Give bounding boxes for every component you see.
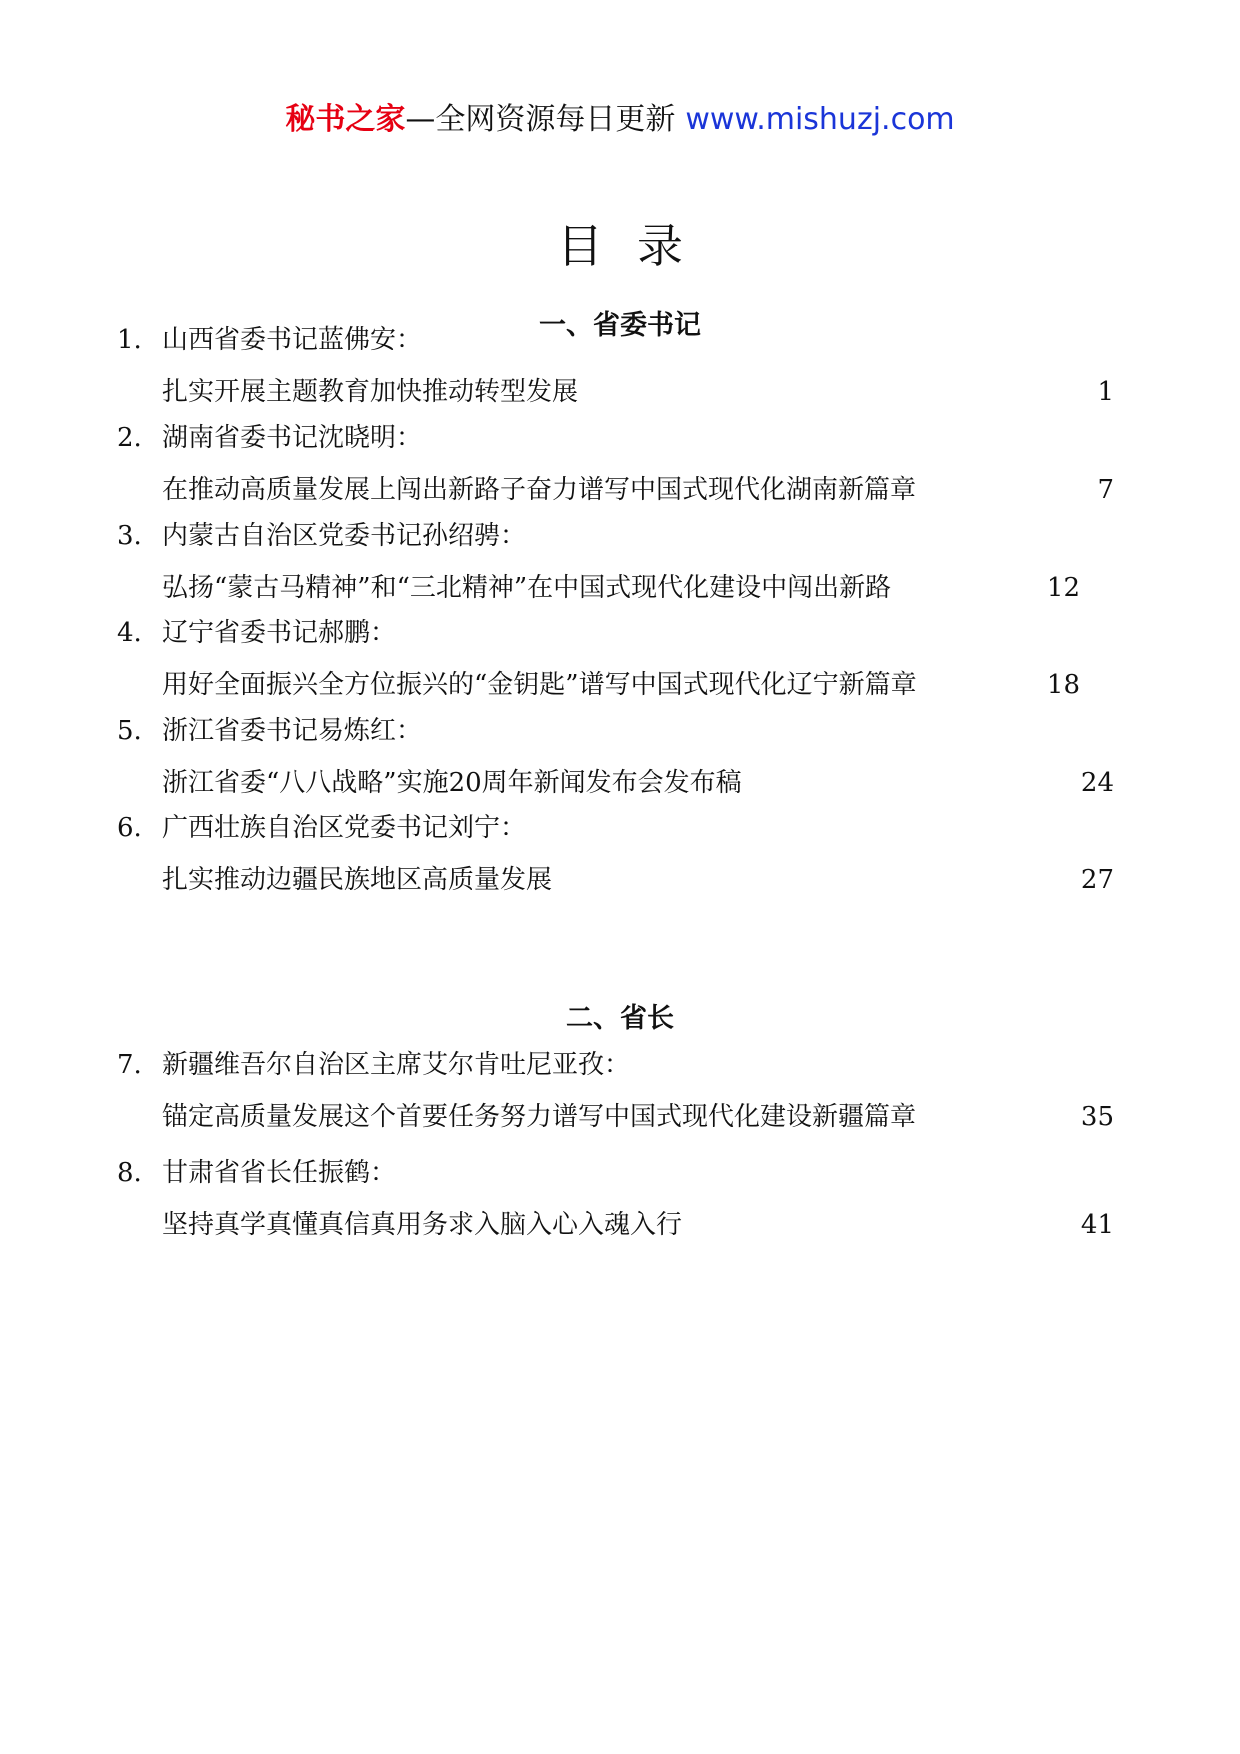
entry-page-number: 7 [1097, 475, 1114, 505]
entry-author: 新疆维吾尔自治区主席艾尔肯吐尼亚孜： [162, 1050, 631, 1080]
entry-page-number: 35 [1080, 1102, 1114, 1132]
entry-title[interactable]: 用好全面振兴全方位振兴的“金钥匙”谱写中国式现代化辽宁新篇章 [162, 670, 917, 700]
header-slogan: —全网资源每日更新 [405, 102, 676, 137]
entry-number: 8. [117, 1158, 142, 1188]
entry-author: 山西省委书记蓝佛安： [162, 325, 423, 355]
document-title: 目录 [557, 219, 717, 273]
entry-title[interactable]: 浙江省委“八八战略”实施20周年新闻发布会发布稿 [162, 768, 742, 798]
entry-page-number: 1 [1097, 377, 1114, 407]
entry-author: 广西壮族自治区党委书记刘宁： [162, 813, 527, 843]
entry-author: 甘肃省省长任振鹤： [162, 1158, 397, 1188]
entry-author: 辽宁省委书记郝鹏： [162, 618, 397, 648]
website-link[interactable]: www.mishuzj.com [685, 102, 955, 137]
entry-page-number: 12 [1046, 573, 1080, 603]
entry-page-number: 24 [1080, 768, 1114, 798]
entry-number: 5. [117, 716, 142, 746]
brand-name: 秘书之家 [285, 102, 406, 137]
entry-author: 内蒙古自治区党委书记孙绍骋： [162, 521, 527, 551]
entry-number: 1. [117, 325, 142, 355]
entry-title[interactable]: 扎实开展主题教育加快推动转型发展 [162, 377, 579, 407]
section-heading: 一、省委书记 [539, 310, 701, 341]
entry-author: 浙江省委书记易炼红： [162, 716, 423, 746]
page-header [0, 100, 1240, 140]
section-heading: 二、省长 [566, 1003, 674, 1034]
entry-title[interactable]: 坚持真学真懂真信真用务求入脑入心入魂入行 [162, 1210, 683, 1240]
entry-page-number: 18 [1046, 670, 1080, 700]
entry-page-number: 41 [1080, 1210, 1114, 1240]
entry-title[interactable]: 扎实推动边疆民族地区高质量发展 [162, 865, 553, 895]
entry-title[interactable]: 锚定高质量发展这个首要任务努力谱写中国式现代化建设新疆篇章 [162, 1102, 917, 1132]
entry-author: 湖南省委书记沈晓明： [162, 423, 423, 453]
entry-number: 3. [117, 521, 142, 551]
entry-number: 4. [117, 618, 142, 648]
entry-number: 7. [117, 1050, 142, 1080]
entry-title[interactable]: 弘扬“蒙古马精神”和“三北精神”在中国式现代化建设中闯出新路 [162, 573, 892, 603]
entry-title[interactable]: 在推动高质量发展上闯出新路子奋力谱写中国式现代化湖南新篇章 [162, 475, 917, 505]
entry-page-number: 27 [1080, 865, 1114, 895]
entry-number: 6. [117, 813, 142, 843]
entry-number: 2. [117, 423, 142, 453]
